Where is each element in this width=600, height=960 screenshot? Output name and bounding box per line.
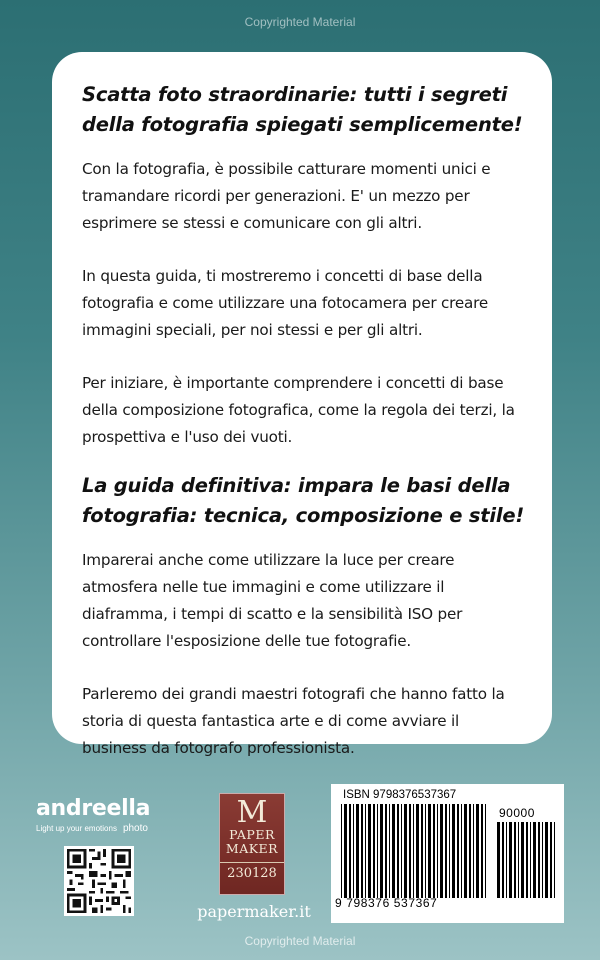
qr-code-icon: [64, 846, 134, 916]
papermaker-line1: PAPER: [229, 827, 275, 842]
heading-1: Scatta foto straordinarie: tutti i segreti della fotografia spiegati semplicemente!: [82, 83, 523, 136]
watermark-top: Copyrighted Material: [244, 15, 356, 29]
andreella-tagline: Light up your emotions photo: [36, 823, 148, 834]
andreella-logo-name: andreella: [36, 796, 151, 821]
papermaker-badge: [219, 793, 285, 895]
paragraph-4: Imparerai anche come utilizzare la luce per creare atmosfera nelle tue immagini e come utilizzare il diaframma, i tempi di scatto e la sensibilità ISO per controllare l'esposizione delle tue fotografie.: [82, 551, 463, 650]
paragraph-3: Per iniziare, è importante comprendere i concetti di base della composizione fotografica, come la regola dei terzi, la prospettiva e l'uso dei vuoti.: [82, 374, 515, 446]
addon-barcode-bars: [497, 822, 555, 898]
paragraph-2: In questa guida, ti mostreremo i concetti di base della fotografia e come utilizzare una fotocamera per creare immagini speciali, per noi stessi e per gli altri.: [82, 267, 488, 339]
barcode-bars: [341, 804, 489, 898]
papermaker-number: 230128: [220, 862, 284, 883]
isbn-label: ISBN 9798376537367: [343, 789, 457, 801]
description-card: [52, 52, 552, 757]
papermaker-letter: M: [236, 795, 268, 830]
andreella-suffix: photo: [122, 823, 148, 834]
papermaker-url: papermaker.it: [197, 902, 311, 921]
price-code: 90000: [499, 806, 535, 820]
paragraph-1: Con la fotografia, è possibile catturare momenti unici e tramandare ricordi per generazioni. E' un mezzo per esprimere se stessi e comunicare con gli altri.: [82, 160, 491, 232]
heading-2: La guida definitiva: impara le basi della fotografia: tecnica, composizione e stile!: [82, 474, 525, 527]
watermark-bottom: Copyrighted Material: [244, 934, 356, 948]
paragraph-5: Parleremo dei grandi maestri fotografi che hanno fatto la storia di questa fantastica arte e di come avviare il business da fotografo professionista.: [82, 685, 505, 757]
isbn-barcode: [331, 784, 564, 923]
papermaker-line2: MAKER: [225, 841, 279, 856]
barcode-digits: 9 798376 537367: [335, 896, 438, 910]
andreella-logo: [36, 796, 171, 841]
